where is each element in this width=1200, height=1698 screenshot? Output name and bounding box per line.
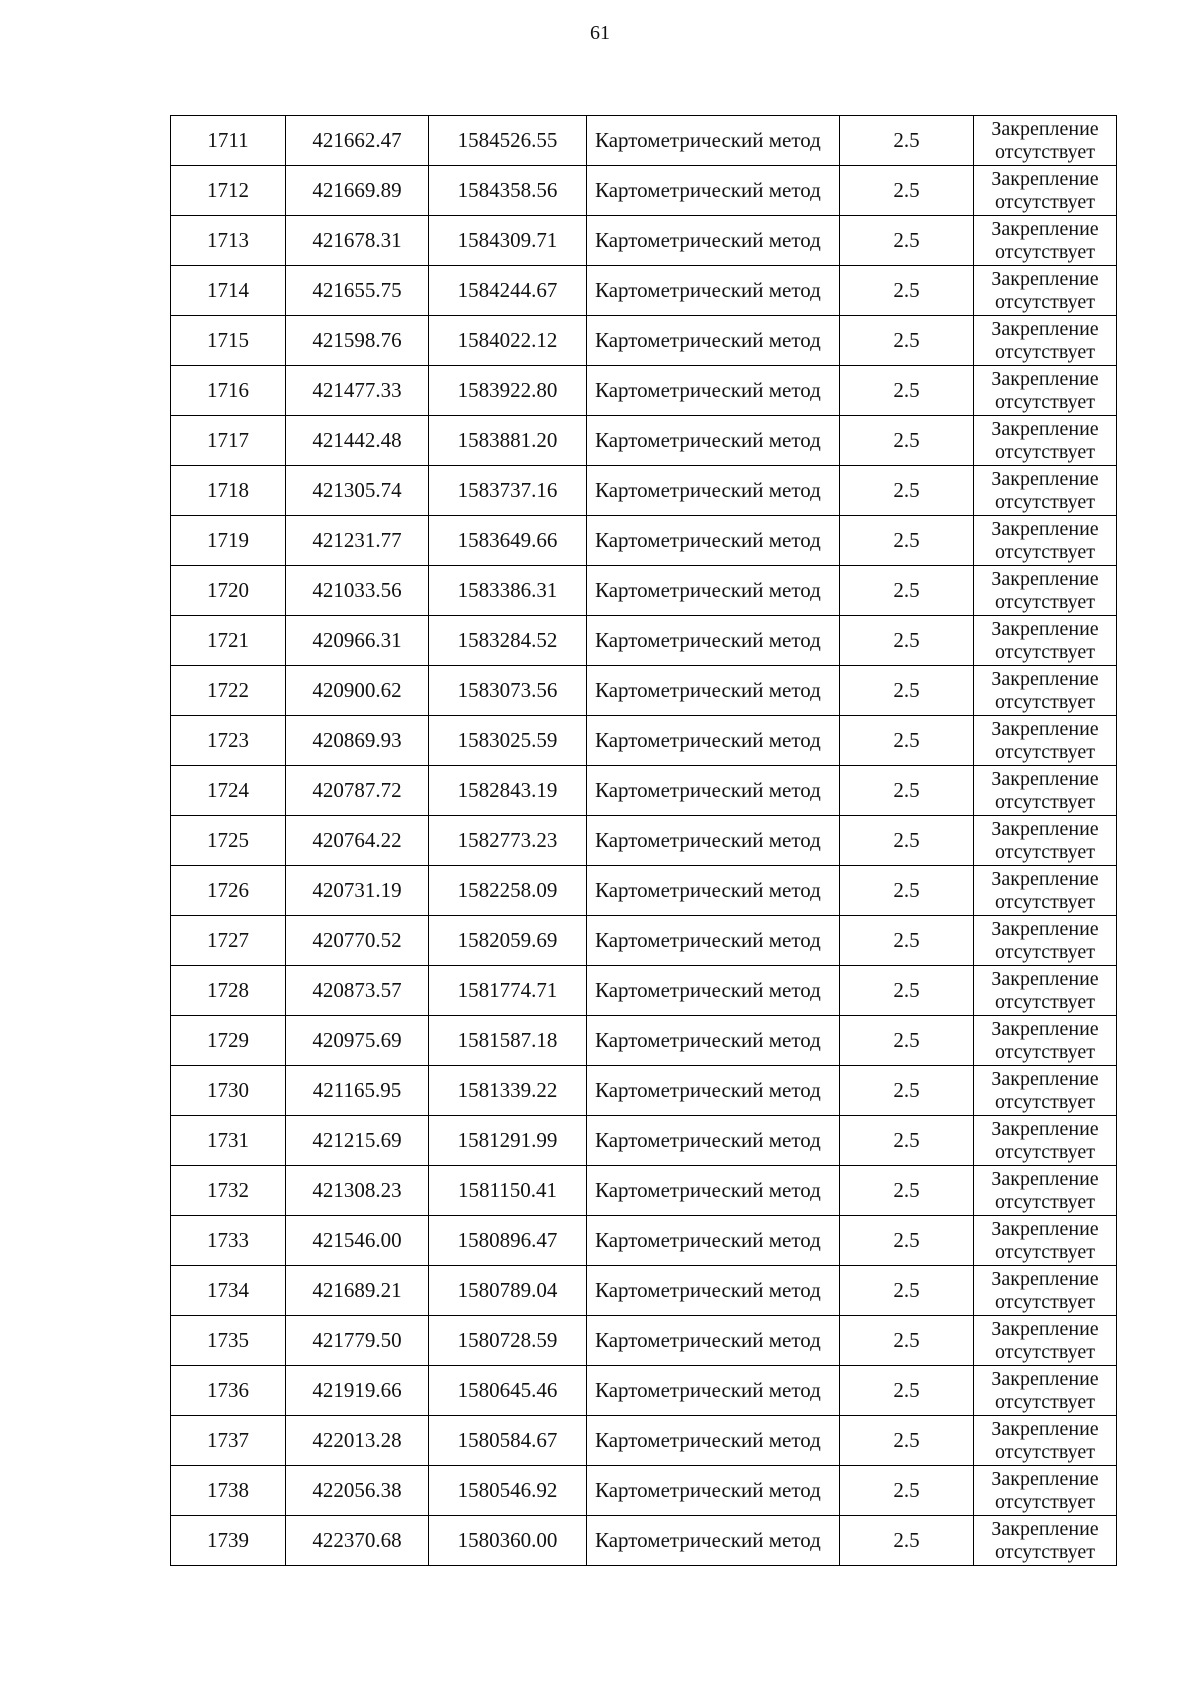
x-coordinate-cell: 421231.77 (286, 516, 429, 566)
fixation-cell: Закрепление отсутствует (974, 1216, 1117, 1266)
table-row (171, 666, 1117, 716)
accuracy-cell: 2.5 (840, 1516, 974, 1566)
table-row (171, 1266, 1117, 1316)
table-row (171, 566, 1117, 616)
table-row (171, 616, 1117, 666)
table-row (171, 316, 1117, 366)
x-coordinate-cell: 422013.28 (286, 1416, 429, 1466)
accuracy-cell: 2.5 (840, 566, 974, 616)
y-coordinate-cell: 1584358.56 (429, 166, 587, 216)
y-coordinate-cell: 1583073.56 (429, 666, 587, 716)
accuracy-cell: 2.5 (840, 766, 974, 816)
accuracy-cell: 2.5 (840, 116, 974, 166)
accuracy-cell: 2.5 (840, 1416, 974, 1466)
method-cell: Картометрический метод (587, 566, 840, 616)
point-number-cell: 1724 (171, 766, 286, 816)
accuracy-cell: 2.5 (840, 416, 974, 466)
point-number-cell: 1736 (171, 1366, 286, 1416)
point-number-cell: 1731 (171, 1116, 286, 1166)
point-number-cell: 1726 (171, 866, 286, 916)
method-cell: Картометрический метод (587, 516, 840, 566)
accuracy-cell: 2.5 (840, 816, 974, 866)
fixation-cell: Закрепление отсутствует (974, 816, 1117, 866)
point-number-cell: 1715 (171, 316, 286, 366)
table-row (171, 766, 1117, 816)
point-number-cell: 1732 (171, 1166, 286, 1216)
fixation-cell: Закрепление отсутствует (974, 216, 1117, 266)
method-cell: Картометрический метод (587, 216, 840, 266)
table-row (171, 266, 1117, 316)
x-coordinate-cell: 421919.66 (286, 1366, 429, 1416)
fixation-cell: Закрепление отсутствует (974, 716, 1117, 766)
method-cell: Картометрический метод (587, 366, 840, 416)
fixation-cell: Закрепление отсутствует (974, 1116, 1117, 1166)
fixation-cell: Закрепление отсутствует (974, 266, 1117, 316)
method-cell: Картометрический метод (587, 116, 840, 166)
accuracy-cell: 2.5 (840, 316, 974, 366)
x-coordinate-cell: 421546.00 (286, 1216, 429, 1266)
accuracy-cell: 2.5 (840, 1016, 974, 1066)
accuracy-cell: 2.5 (840, 1166, 974, 1216)
accuracy-cell: 2.5 (840, 266, 974, 316)
method-cell: Картометрический метод (587, 1116, 840, 1166)
table-row (171, 416, 1117, 466)
y-coordinate-cell: 1580360.00 (429, 1516, 587, 1566)
y-coordinate-cell: 1582059.69 (429, 916, 587, 966)
fixation-cell: Закрепление отсутствует (974, 566, 1117, 616)
x-coordinate-cell: 420764.22 (286, 816, 429, 866)
y-coordinate-cell: 1583025.59 (429, 716, 587, 766)
x-coordinate-cell: 422370.68 (286, 1516, 429, 1566)
y-coordinate-cell: 1583737.16 (429, 466, 587, 516)
fixation-cell: Закрепление отсутствует (974, 166, 1117, 216)
y-coordinate-cell: 1584244.67 (429, 266, 587, 316)
point-number-cell: 1722 (171, 666, 286, 716)
fixation-cell: Закрепление отсутствует (974, 616, 1117, 666)
point-number-cell: 1728 (171, 966, 286, 1016)
point-number-cell: 1719 (171, 516, 286, 566)
point-number-cell: 1739 (171, 1516, 286, 1566)
point-number-cell: 1712 (171, 166, 286, 216)
accuracy-cell: 2.5 (840, 1066, 974, 1116)
accuracy-cell: 2.5 (840, 616, 974, 666)
table-row (171, 1366, 1117, 1416)
accuracy-cell: 2.5 (840, 1366, 974, 1416)
y-coordinate-cell: 1581291.99 (429, 1116, 587, 1166)
table-row (171, 1016, 1117, 1066)
x-coordinate-cell: 420900.62 (286, 666, 429, 716)
method-cell: Картометрический метод (587, 316, 840, 366)
fixation-cell: Закрепление отсутствует (974, 1466, 1117, 1516)
method-cell: Картометрический метод (587, 1516, 840, 1566)
method-cell: Картометрический метод (587, 466, 840, 516)
table-row (171, 1516, 1117, 1566)
fixation-cell: Закрепление отсутствует (974, 766, 1117, 816)
method-cell: Картометрический метод (587, 1216, 840, 1266)
x-coordinate-cell: 421669.89 (286, 166, 429, 216)
y-coordinate-cell: 1584022.12 (429, 316, 587, 366)
point-number-cell: 1738 (171, 1466, 286, 1516)
fixation-cell: Закрепление отсутствует (974, 1366, 1117, 1416)
table-row (171, 916, 1117, 966)
method-cell: Картометрический метод (587, 1316, 840, 1366)
method-cell: Картометрический метод (587, 666, 840, 716)
fixation-cell: Закрепление отсутствует (974, 966, 1117, 1016)
y-coordinate-cell: 1581339.22 (429, 1066, 587, 1116)
point-number-cell: 1723 (171, 716, 286, 766)
fixation-cell: Закрепление отсутствует (974, 1516, 1117, 1566)
y-coordinate-cell: 1580896.47 (429, 1216, 587, 1266)
fixation-cell: Закрепление отсутствует (974, 666, 1117, 716)
fixation-cell: Закрепление отсутствует (974, 1416, 1117, 1466)
fixation-cell: Закрепление отсутствует (974, 1066, 1117, 1116)
x-coordinate-cell: 420787.72 (286, 766, 429, 816)
y-coordinate-cell: 1580546.92 (429, 1466, 587, 1516)
point-number-cell: 1718 (171, 466, 286, 516)
x-coordinate-cell: 420975.69 (286, 1016, 429, 1066)
y-coordinate-cell: 1582843.19 (429, 766, 587, 816)
point-number-cell: 1720 (171, 566, 286, 616)
table-row (171, 1166, 1117, 1216)
method-cell: Картометрический метод (587, 1416, 840, 1466)
x-coordinate-cell: 420731.19 (286, 866, 429, 916)
x-coordinate-cell: 421033.56 (286, 566, 429, 616)
table-row (171, 1216, 1117, 1266)
table-row (171, 516, 1117, 566)
table-row (171, 366, 1117, 416)
table-row (171, 116, 1117, 166)
y-coordinate-cell: 1583922.80 (429, 366, 587, 416)
x-coordinate-cell: 421678.31 (286, 216, 429, 266)
y-coordinate-cell: 1580584.67 (429, 1416, 587, 1466)
x-coordinate-cell: 420770.52 (286, 916, 429, 966)
x-coordinate-cell: 421662.47 (286, 116, 429, 166)
fixation-cell: Закрепление отсутствует (974, 916, 1117, 966)
accuracy-cell: 2.5 (840, 166, 974, 216)
point-number-cell: 1737 (171, 1416, 286, 1466)
x-coordinate-cell: 421215.69 (286, 1116, 429, 1166)
accuracy-cell: 2.5 (840, 966, 974, 1016)
table-row (171, 466, 1117, 516)
method-cell: Картометрический метод (587, 416, 840, 466)
accuracy-cell: 2.5 (840, 716, 974, 766)
table-row (171, 866, 1117, 916)
fixation-cell: Закрепление отсутствует (974, 466, 1117, 516)
x-coordinate-cell: 421442.48 (286, 416, 429, 466)
x-coordinate-cell: 420966.31 (286, 616, 429, 666)
point-number-cell: 1716 (171, 366, 286, 416)
x-coordinate-cell: 420869.93 (286, 716, 429, 766)
method-cell: Картометрический метод (587, 1466, 840, 1516)
method-cell: Картометрический метод (587, 716, 840, 766)
table-row (171, 716, 1117, 766)
method-cell: Картометрический метод (587, 916, 840, 966)
method-cell: Картометрический метод (587, 766, 840, 816)
table-row (171, 166, 1117, 216)
table-row (171, 216, 1117, 266)
y-coordinate-cell: 1580728.59 (429, 1316, 587, 1366)
y-coordinate-cell: 1580645.46 (429, 1366, 587, 1416)
method-cell: Картометрический метод (587, 1066, 840, 1116)
x-coordinate-cell: 421477.33 (286, 366, 429, 416)
x-coordinate-cell: 420873.57 (286, 966, 429, 1016)
point-number-cell: 1721 (171, 616, 286, 666)
accuracy-cell: 2.5 (840, 916, 974, 966)
y-coordinate-cell: 1581774.71 (429, 966, 587, 1016)
point-number-cell: 1717 (171, 416, 286, 466)
method-cell: Картометрический метод (587, 1016, 840, 1066)
fixation-cell: Закрепление отсутствует (974, 866, 1117, 916)
point-number-cell: 1727 (171, 916, 286, 966)
point-number-cell: 1733 (171, 1216, 286, 1266)
x-coordinate-cell: 421165.95 (286, 1066, 429, 1116)
accuracy-cell: 2.5 (840, 516, 974, 566)
point-number-cell: 1713 (171, 216, 286, 266)
x-coordinate-cell: 421308.23 (286, 1166, 429, 1216)
y-coordinate-cell: 1583386.31 (429, 566, 587, 616)
accuracy-cell: 2.5 (840, 1116, 974, 1166)
point-number-cell: 1711 (171, 116, 286, 166)
y-coordinate-cell: 1580789.04 (429, 1266, 587, 1316)
y-coordinate-cell: 1582773.23 (429, 816, 587, 866)
accuracy-cell: 2.5 (840, 1266, 974, 1316)
method-cell: Картометрический метод (587, 616, 840, 666)
method-cell: Картометрический метод (587, 266, 840, 316)
point-number-cell: 1734 (171, 1266, 286, 1316)
fixation-cell: Закрепление отсутствует (974, 1166, 1117, 1216)
point-number-cell: 1729 (171, 1016, 286, 1066)
method-cell: Картометрический метод (587, 166, 840, 216)
accuracy-cell: 2.5 (840, 1316, 974, 1366)
fixation-cell: Закрепление отсутствует (974, 1316, 1117, 1366)
y-coordinate-cell: 1583284.52 (429, 616, 587, 666)
table-row (171, 1416, 1117, 1466)
page-number: 61 (590, 22, 610, 44)
coordinates-table (170, 115, 1117, 1566)
y-coordinate-cell: 1582258.09 (429, 866, 587, 916)
method-cell: Картометрический метод (587, 1266, 840, 1316)
coordinates-table-body (171, 116, 1117, 1566)
table-row (171, 1466, 1117, 1516)
fixation-cell: Закрепление отсутствует (974, 516, 1117, 566)
table-row (171, 1066, 1117, 1116)
table-row (171, 1316, 1117, 1366)
table-row (171, 966, 1117, 1016)
x-coordinate-cell: 421305.74 (286, 466, 429, 516)
accuracy-cell: 2.5 (840, 1216, 974, 1266)
y-coordinate-cell: 1584526.55 (429, 116, 587, 166)
point-number-cell: 1735 (171, 1316, 286, 1366)
point-number-cell: 1730 (171, 1066, 286, 1116)
x-coordinate-cell: 422056.38 (286, 1466, 429, 1516)
fixation-cell: Закрепление отсутствует (974, 316, 1117, 366)
y-coordinate-cell: 1583649.66 (429, 516, 587, 566)
method-cell: Картометрический метод (587, 966, 840, 1016)
accuracy-cell: 2.5 (840, 466, 974, 516)
accuracy-cell: 2.5 (840, 866, 974, 916)
method-cell: Картометрический метод (587, 1166, 840, 1216)
accuracy-cell: 2.5 (840, 666, 974, 716)
fixation-cell: Закрепление отсутствует (974, 416, 1117, 466)
fixation-cell: Закрепление отсутствует (974, 1016, 1117, 1066)
x-coordinate-cell: 421689.21 (286, 1266, 429, 1316)
y-coordinate-cell: 1583881.20 (429, 416, 587, 466)
accuracy-cell: 2.5 (840, 216, 974, 266)
x-coordinate-cell: 421655.75 (286, 266, 429, 316)
fixation-cell: Закрепление отсутствует (974, 366, 1117, 416)
fixation-cell: Закрепление отсутствует (974, 116, 1117, 166)
method-cell: Картометрический метод (587, 1366, 840, 1416)
y-coordinate-cell: 1584309.71 (429, 216, 587, 266)
accuracy-cell: 2.5 (840, 1466, 974, 1516)
point-number-cell: 1714 (171, 266, 286, 316)
method-cell: Картометрический метод (587, 866, 840, 916)
accuracy-cell: 2.5 (840, 366, 974, 416)
method-cell: Картометрический метод (587, 816, 840, 866)
y-coordinate-cell: 1581150.41 (429, 1166, 587, 1216)
table-row (171, 1116, 1117, 1166)
x-coordinate-cell: 421598.76 (286, 316, 429, 366)
y-coordinate-cell: 1581587.18 (429, 1016, 587, 1066)
point-number-cell: 1725 (171, 816, 286, 866)
fixation-cell: Закрепление отсутствует (974, 1266, 1117, 1316)
table-row (171, 816, 1117, 866)
x-coordinate-cell: 421779.50 (286, 1316, 429, 1366)
